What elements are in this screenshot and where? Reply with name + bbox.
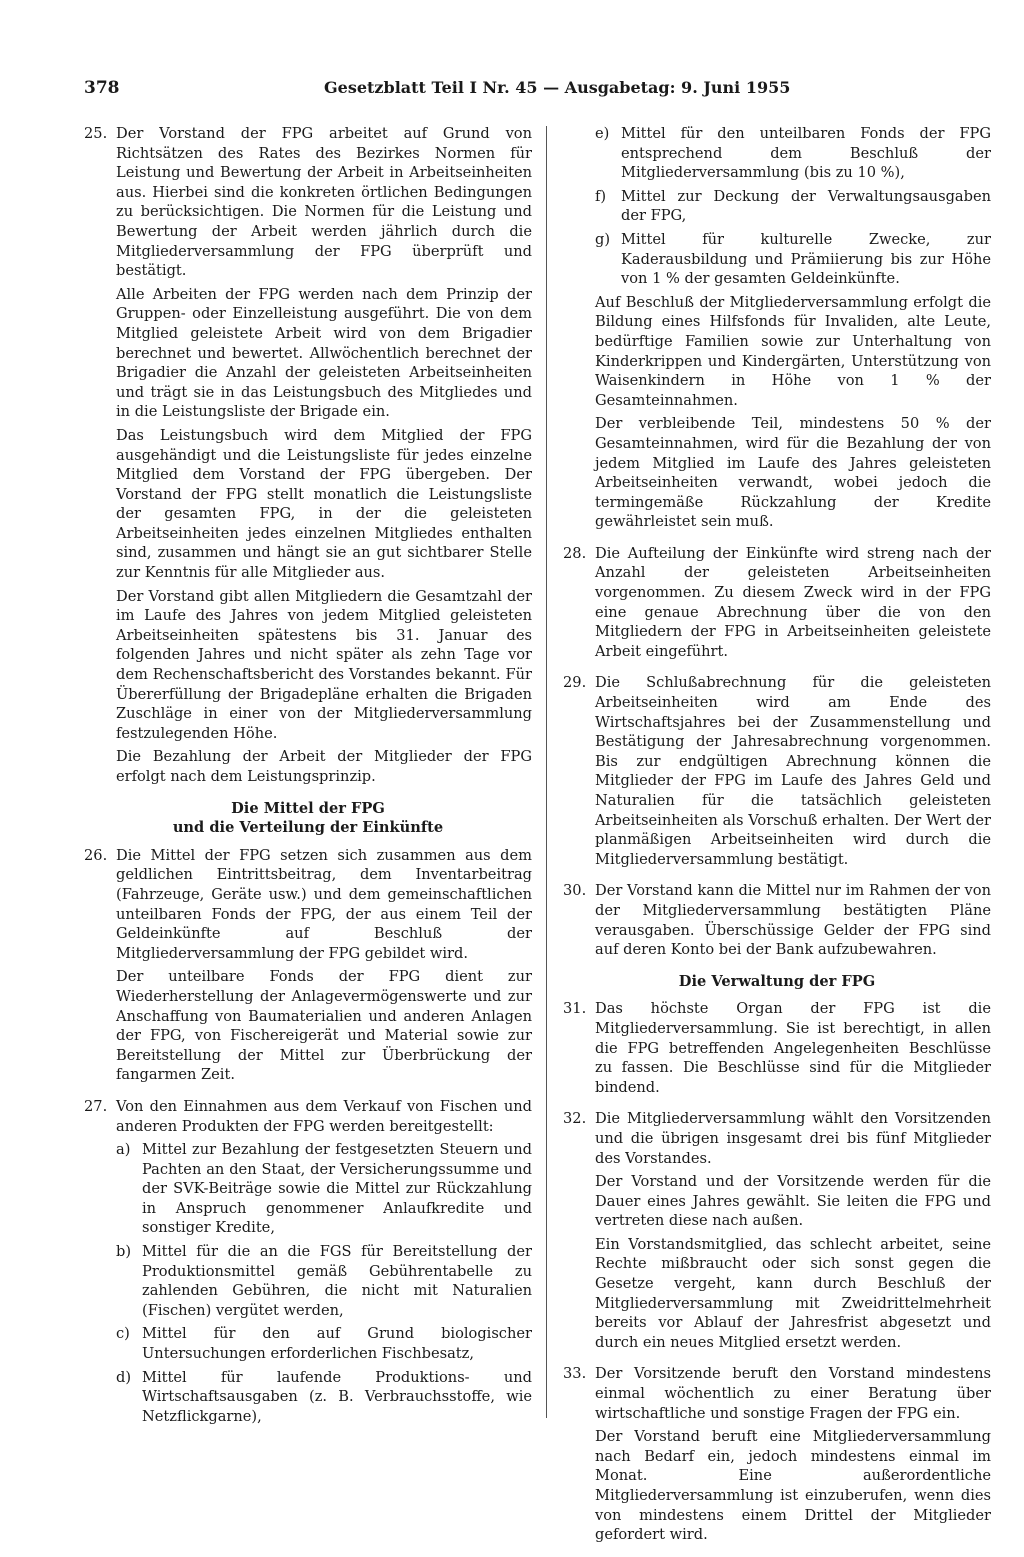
section-number: 25. (84, 125, 108, 142)
section-number: 31. (563, 1000, 587, 1018)
list-item (595, 124, 991, 183)
list-text: Mittel zur Deckung der Verwaltungsausgaben der FPG, (621, 187, 991, 225)
section-number: 32. (563, 1110, 587, 1128)
section-28 (563, 544, 991, 662)
list-text: Mittel für den auf Grund biologischer Untersuchungen erforderlichen Fischbesatz, (142, 1325, 532, 1363)
list-label: g) (595, 230, 611, 248)
section-26 (84, 846, 532, 1085)
section-heading-verwaltung (563, 972, 991, 992)
section-29 (563, 673, 991, 869)
section-33 (563, 1364, 991, 1544)
section-heading-mittel (84, 799, 532, 838)
paragraph: Die Bezahlung der Arbeit der Mitglieder der FPG erfolgt nach dem Leistungsprinzip. (116, 748, 532, 785)
page-number: 378 (84, 78, 120, 98)
section-number: 29. (563, 674, 587, 692)
heading-line: Die Verwaltung der FPG (678, 972, 876, 990)
section-25 (84, 124, 532, 787)
list-label: c) (116, 1325, 130, 1343)
column-divider (546, 126, 547, 1418)
list-label: f) (595, 187, 607, 205)
section-30 (563, 881, 991, 959)
left-column (84, 124, 532, 1438)
paragraph: Die Mittel der FPG setzen sich zusammen aus dem geldlichen Eintrittsbeitrag, dem Inventarbeitrag (Fahrzeuge, Geräte usw.) und dem gemeinschaftlichen unteilbaren Fonds der FPG, der aus einem Teil der Geldeinkünfte auf Beschluß der Mitgliederversammlung der FPG gebildet wird. (116, 846, 532, 962)
list-text: Mittel für laufende Produktions- und Wirtschaftsausgaben (z. B. Verbrauchsstoffe, wie Netzflickgarne), (142, 1368, 532, 1425)
running-head: Gesetzblatt Teil I Nr. 45 — Ausgabetag: 9. Juni 1955 (324, 78, 791, 97)
list-text: Mittel für die an die FGS für Bereitstellung der Produktionsmittel gemäß Gebührentabelle zu zahlenden Gebühren, die nicht mit Naturalien (Fischen) vergütet werden, (142, 1243, 532, 1319)
paragraph: Alle Arbeiten der FPG werden nach dem Prinzip der Gruppen- oder Einzelleistung ausgeführt. Die von dem Mitglied geleistete Arbeit wird von dem Brigadier berechnet und bewertet. Allwöchentlich berechnet der Brigadier die Anzahl der geleisteten Arbeitseinheiten und trägt sie in das Leistungsbuch des Mitgliedes und in die Leistungsliste der Brigade ein. (116, 285, 532, 421)
list-item (116, 1242, 532, 1320)
list-text: Mittel für den unteilbaren Fonds der FPG entsprechend dem Beschluß der Mitgliederversammlung (bis zu 10 %), (621, 125, 991, 182)
list-item (116, 1324, 532, 1363)
page-header (84, 78, 952, 108)
list-label: a) (116, 1141, 131, 1159)
paragraph: Die Mitgliederversammlung wählt den Vorsitzenden und die übrigen insgesamt drei bis fünf Mitglieder des Vorstandes. (595, 1110, 991, 1167)
paragraph: Der unteilbare Fonds der FPG dient zur Wiederherstellung der Anlagevermögenswerte und zur Anschaffung von Baumaterialien und anderen Anlagen der FPG, von Fischereigerät und Material sowie zur Bereitstellung der Mittel zur Überbrückung der fangarmen Zeit. (116, 968, 532, 1084)
paragraph: Auf Beschluß der Mitgliederversammlung erfolgt die Bildung eines Hilfsfonds für Invaliden, alte Leute, bedürftige Familien sowie zur Unterhaltung von Kinderkrippen und Kindergärten, Unterstützung von Waisenkindern in Höhe von 1 % der Gesamteinnahmen. (595, 293, 991, 409)
section-number: 30. (563, 882, 587, 900)
list-label: e) (595, 125, 610, 142)
paragraph: Ein Vorstandsmitglied, das schlecht arbeitet, seine Rechte mißbraucht oder sich sonst gegen die Gesetze vergeht, kann durch Beschluß der Mitgliederversammlung mit Zweidrittelmehrheit bereits vor Ablauf der Jahresfrist abgesetzt und durch ein neues Mitglied ersetzt werden. (595, 1235, 991, 1351)
section-number: 33. (563, 1365, 587, 1383)
section-27-continued (563, 124, 991, 532)
paragraph: Der Vorstand beruft eine Mitgliederversammlung nach Bedarf ein, jedoch mindestens einmal im Monat. Eine außerordentliche Mitgliederversammlung ist einzuberufen, wenn dies von mindestens einem Drittel der Mitglieder gefordert wird. (595, 1428, 991, 1544)
paragraph: Der verbleibende Teil, mindestens 50 % der Gesamteinnahmen, wird für die Bezahlung der von jedem Mitglied im Laufe des Jahres geleisteten Arbeitseinheiten verwandt, wobei jedoch die termingemäße Rückzahlung der Kredite gewährleistet sein muß. (595, 415, 991, 531)
paragraph: Die Aufteilung der Einkünfte wird streng nach der Anzahl der geleisteten Arbeitseinheiten vorgenommen. Zu diesem Zweck wird in der FPG eine genaue Abrechnung über die von den Mitgliedern der FPG in Arbeitseinheiten geleistete Arbeit eingeführt. (595, 544, 991, 660)
list-item (116, 1140, 532, 1238)
right-column (563, 124, 991, 1557)
paragraph: Die Schlußabrechnung für die geleisteten Arbeitseinheiten wird am Ende des Wirtschaftsjahres bei der Zusammenstellung und Bestätigung der Jahresabrechnung vorgenommen. Bis zur endgültigen Abrechnung können die Mitglieder der FPG im Laufe des Jahres Geld und Naturalien für die tatsächlich geleisteten Arbeitseinheiten als Vorschuß erhalten. Der Wert der planmäßigen Arbeitseinheiten wird durch die Mitgliederversammlung bestätigt. (595, 674, 991, 868)
list-text: Mittel zur Bezahlung der festgesetzten Steuern und Pachten an den Staat, der Versicherungssumme und der SVK-Beiträge sowie die Mittel zur Rückzahlung in Anspruch genommener Anlaufkredite und sonstiger Kredite, (142, 1141, 532, 1237)
heading-line: Die Mittel der FPG (231, 799, 385, 817)
section-32 (563, 1109, 991, 1352)
list-text: Mittel für kulturelle Zwecke, zur Kaderausbildung und Prämiierung bis zur Höhe von 1 % der gesamten Geldeinkünfte. (621, 230, 991, 288)
paragraph: Das Leistungsbuch wird dem Mitglied der FPG ausgehändigt und die Leistungsliste für jedes einzelne Mitglied dem Vorstand der FPG übergeben. Der Vorstand der FPG stellt monatlich die Leistungsliste der gesamten FPG, in der die geleisteten Arbeitseinheiten jedes einzelnen Mitgliedes enthalten sind, zusammen und hängt sie an gut sichtbarer Stelle zur Kenntnis für alle Mitglieder aus. (116, 426, 532, 582)
section-number: 28. (563, 544, 587, 562)
paragraph: Der Vorstand kann die Mittel nur im Rahmen der von der Mitgliederversammlung bestätigten Pläne verausgaben. Überschüssige Gelder der FPG sind auf deren Konto bei der Bank aufzubewahren. (595, 882, 991, 959)
paragraph: Von den Einnahmen aus dem Verkauf von Fischen und anderen Produkten der FPG werden bereitgestellt: (116, 1097, 532, 1135)
list-label: d) (116, 1368, 132, 1386)
section-number: 26. (84, 846, 108, 864)
paragraph: Der Vorsitzende beruft den Vorstand mindestens einmal wöchentlich zu einer Beratung über wirtschaftliche und sonstige Fragen der FPG ein. (595, 1365, 991, 1422)
paragraph: Der Vorstand und der Vorsitzende werden für die Dauer eines Jahres gewählt. Sie leiten die FPG und vertreten diese nach außen. (595, 1173, 991, 1230)
list-item (116, 1368, 532, 1427)
list-item (595, 230, 991, 289)
heading-line: und die Verteilung der Einkünfte (172, 819, 444, 837)
paragraph: Der Vorstand gibt allen Mitgliedern die Gesamtzahl der im Laufe des Jahres von jedem Mitglied geleisteten Arbeitseinheiten spätestens bis 31. Januar des folgenden Jahres und nicht später als zehn Tage vor dem Rechenschaftsbericht des Vorstandes bekannt. Für Übererfüllung der Brigadepläne erhalten die Brigaden Zuschläge in einer von der Mitgliederversammlung festzulegenden Höhe. (116, 587, 532, 742)
paragraph: Der Vorstand der FPG arbeitet auf Grund von Richtsätzen des Rates des Bezirkes Normen für Leistung und Bewertung der Arbeit in Arbeitseinheiten aus. Hierbei sind die konkreten örtlichen Bedingungen zu berücksichtigen. Die Normen für die Leistung und Bewertung der Arbeit werden jährlich durch die Mitgliederversammlung der FPG überprüft und bestätigt. (116, 125, 532, 280)
list-item (595, 187, 991, 226)
section-27 (84, 1097, 532, 1427)
section-31 (563, 999, 991, 1097)
list-label: b) (116, 1243, 132, 1261)
paragraph: Das höchste Organ der FPG ist die Mitgliederversammlung. Sie ist berechtigt, in allen die FPG betreffenden Angelegenheiten Beschlüsse zu fassen. Die Beschlüsse sind für die Mitglieder bindend. (595, 1000, 991, 1096)
section-number: 27. (84, 1097, 108, 1115)
